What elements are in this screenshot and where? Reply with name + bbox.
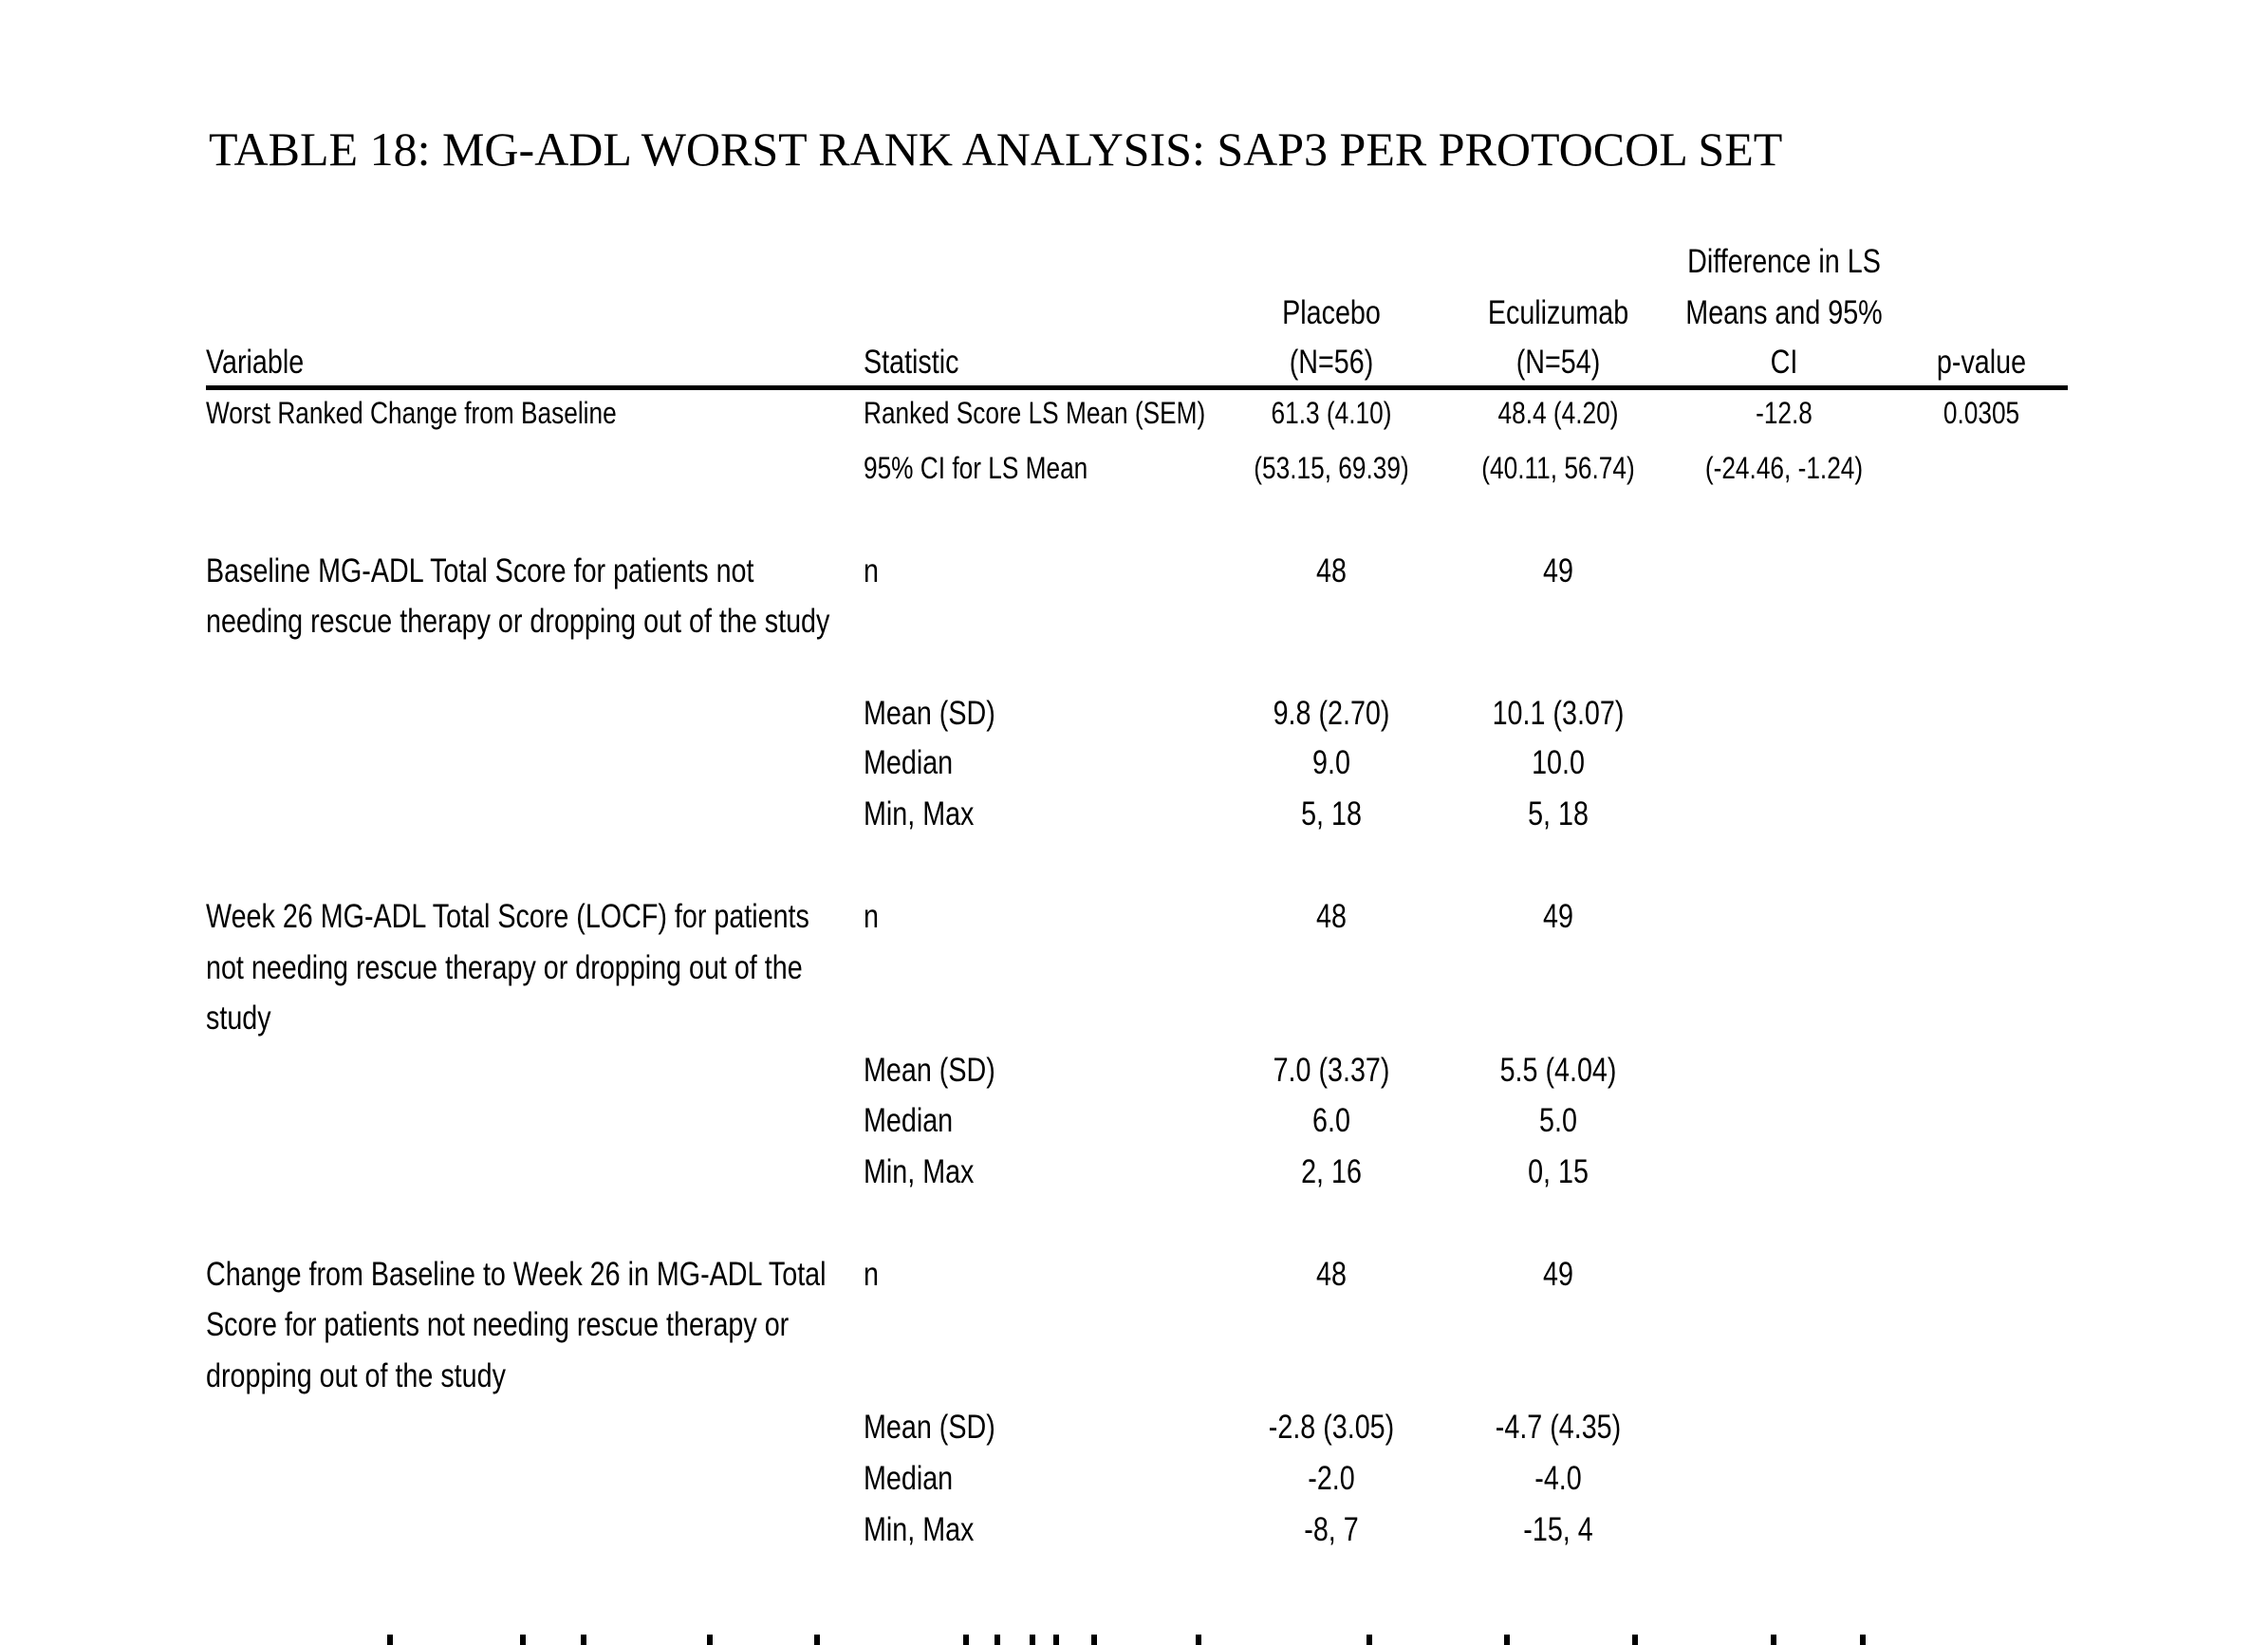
eculizumab-cell: -4.0	[1534, 1460, 1582, 1497]
header-placebo: Placebo	[1282, 294, 1381, 331]
statistic-cell: n	[864, 552, 879, 589]
statistic-cell: Median	[864, 1460, 954, 1497]
statistic-cell: n	[864, 898, 879, 935]
statistic-cell: n	[864, 1256, 879, 1293]
variable-label: Baseline MG-ADL Total Score for patients not	[206, 552, 754, 589]
header-variable: Variable	[206, 344, 305, 381]
table-title: TABLE 18: MG-ADL WORST RANK ANALYSIS: SAP3 PER PROTOCOL SET	[209, 122, 1783, 176]
variable-label: Change from Baseline to Week 26 in MG-ADL Total	[206, 1256, 827, 1293]
placebo-cell: 9.8 (2.70)	[1273, 695, 1390, 732]
placebo-cell: 7.0 (3.37)	[1273, 1052, 1390, 1089]
placebo-cell: 48	[1316, 552, 1347, 589]
header-difference-line-1: Difference in LS	[1687, 243, 1881, 280]
eculizumab-cell: 49	[1543, 552, 1573, 589]
statistic-cell: Mean (SD)	[864, 695, 995, 732]
placebo-cell: 48	[1316, 1256, 1347, 1293]
placebo-cell: 6.0	[1312, 1102, 1350, 1139]
placebo-cell: -8, 7	[1304, 1511, 1359, 1548]
placebo-cell: 9.0	[1312, 744, 1350, 781]
header-placebo-n: (N=56)	[1289, 344, 1374, 381]
placebo-cell: -2.0	[1308, 1460, 1355, 1497]
cutoff-text-fragment	[0, 1635, 2268, 1645]
difference-cell: -12.8	[1756, 396, 1813, 430]
eculizumab-cell: (40.11, 56.74)	[1481, 451, 1635, 485]
variable-label: Week 26 MG-ADL Total Score (LOCF) for patients	[206, 898, 809, 935]
variable-label: Worst Ranked Change from Baseline	[206, 396, 617, 430]
variable-label: study	[206, 1000, 271, 1037]
eculizumab-cell: 48.4 (4.20)	[1497, 396, 1619, 430]
header-eculizumab-n: (N=54)	[1515, 344, 1601, 381]
eculizumab-cell: 5.5 (4.04)	[1499, 1052, 1617, 1089]
placebo-cell: 48	[1316, 898, 1347, 935]
placebo-cell: (53.15, 69.39)	[1254, 451, 1409, 485]
eculizumab-cell: 10.1 (3.07)	[1492, 695, 1625, 732]
header-eculizumab: Eculizumab	[1487, 294, 1629, 331]
variable-label: needing rescue therapy or dropping out of the study	[206, 603, 830, 640]
eculizumab-cell: 49	[1543, 1256, 1573, 1293]
statistic-cell: Mean (SD)	[864, 1052, 995, 1089]
variable-label: dropping out of the study	[206, 1357, 506, 1394]
placebo-cell: 2, 16	[1301, 1153, 1362, 1190]
eculizumab-cell: 5.0	[1539, 1102, 1577, 1139]
statistic-cell: Mean (SD)	[864, 1409, 995, 1446]
header-difference-line-2: Means and 95%	[1685, 294, 1883, 331]
header-rule	[206, 385, 2068, 390]
eculizumab-cell: -15, 4	[1523, 1511, 1593, 1548]
difference-cell: (-24.46, -1.24)	[1704, 451, 1864, 485]
variable-label: not needing rescue therapy or dropping out of the	[206, 949, 803, 986]
header-difference-line-3: CI	[1770, 344, 1798, 381]
placebo-cell: 5, 18	[1301, 795, 1362, 832]
statistic-cell: Median	[864, 1102, 954, 1139]
header-pvalue: p-value	[1936, 344, 2027, 381]
variable-label: Score for patients not needing rescue therapy or	[206, 1306, 790, 1343]
eculizumab-cell: 49	[1543, 898, 1573, 935]
eculizumab-cell: 0, 15	[1528, 1153, 1589, 1190]
statistic-cell: Ranked Score LS Mean (SEM)	[864, 396, 1206, 430]
statistic-cell: Min, Max	[864, 1153, 975, 1190]
pvalue-cell: 0.0305	[1943, 396, 2020, 430]
eculizumab-cell: -4.7 (4.35)	[1495, 1409, 1622, 1446]
placebo-cell: 61.3 (4.10)	[1271, 396, 1392, 430]
statistic-cell: Min, Max	[864, 1511, 975, 1548]
statistic-cell: 95% CI for LS Mean	[864, 451, 1088, 485]
statistic-cell: Min, Max	[864, 795, 975, 832]
eculizumab-cell: 10.0	[1532, 744, 1585, 781]
statistic-cell: Median	[864, 744, 954, 781]
eculizumab-cell: 5, 18	[1528, 795, 1589, 832]
header-statistic: Statistic	[864, 344, 959, 381]
placebo-cell: -2.8 (3.05)	[1268, 1409, 1395, 1446]
